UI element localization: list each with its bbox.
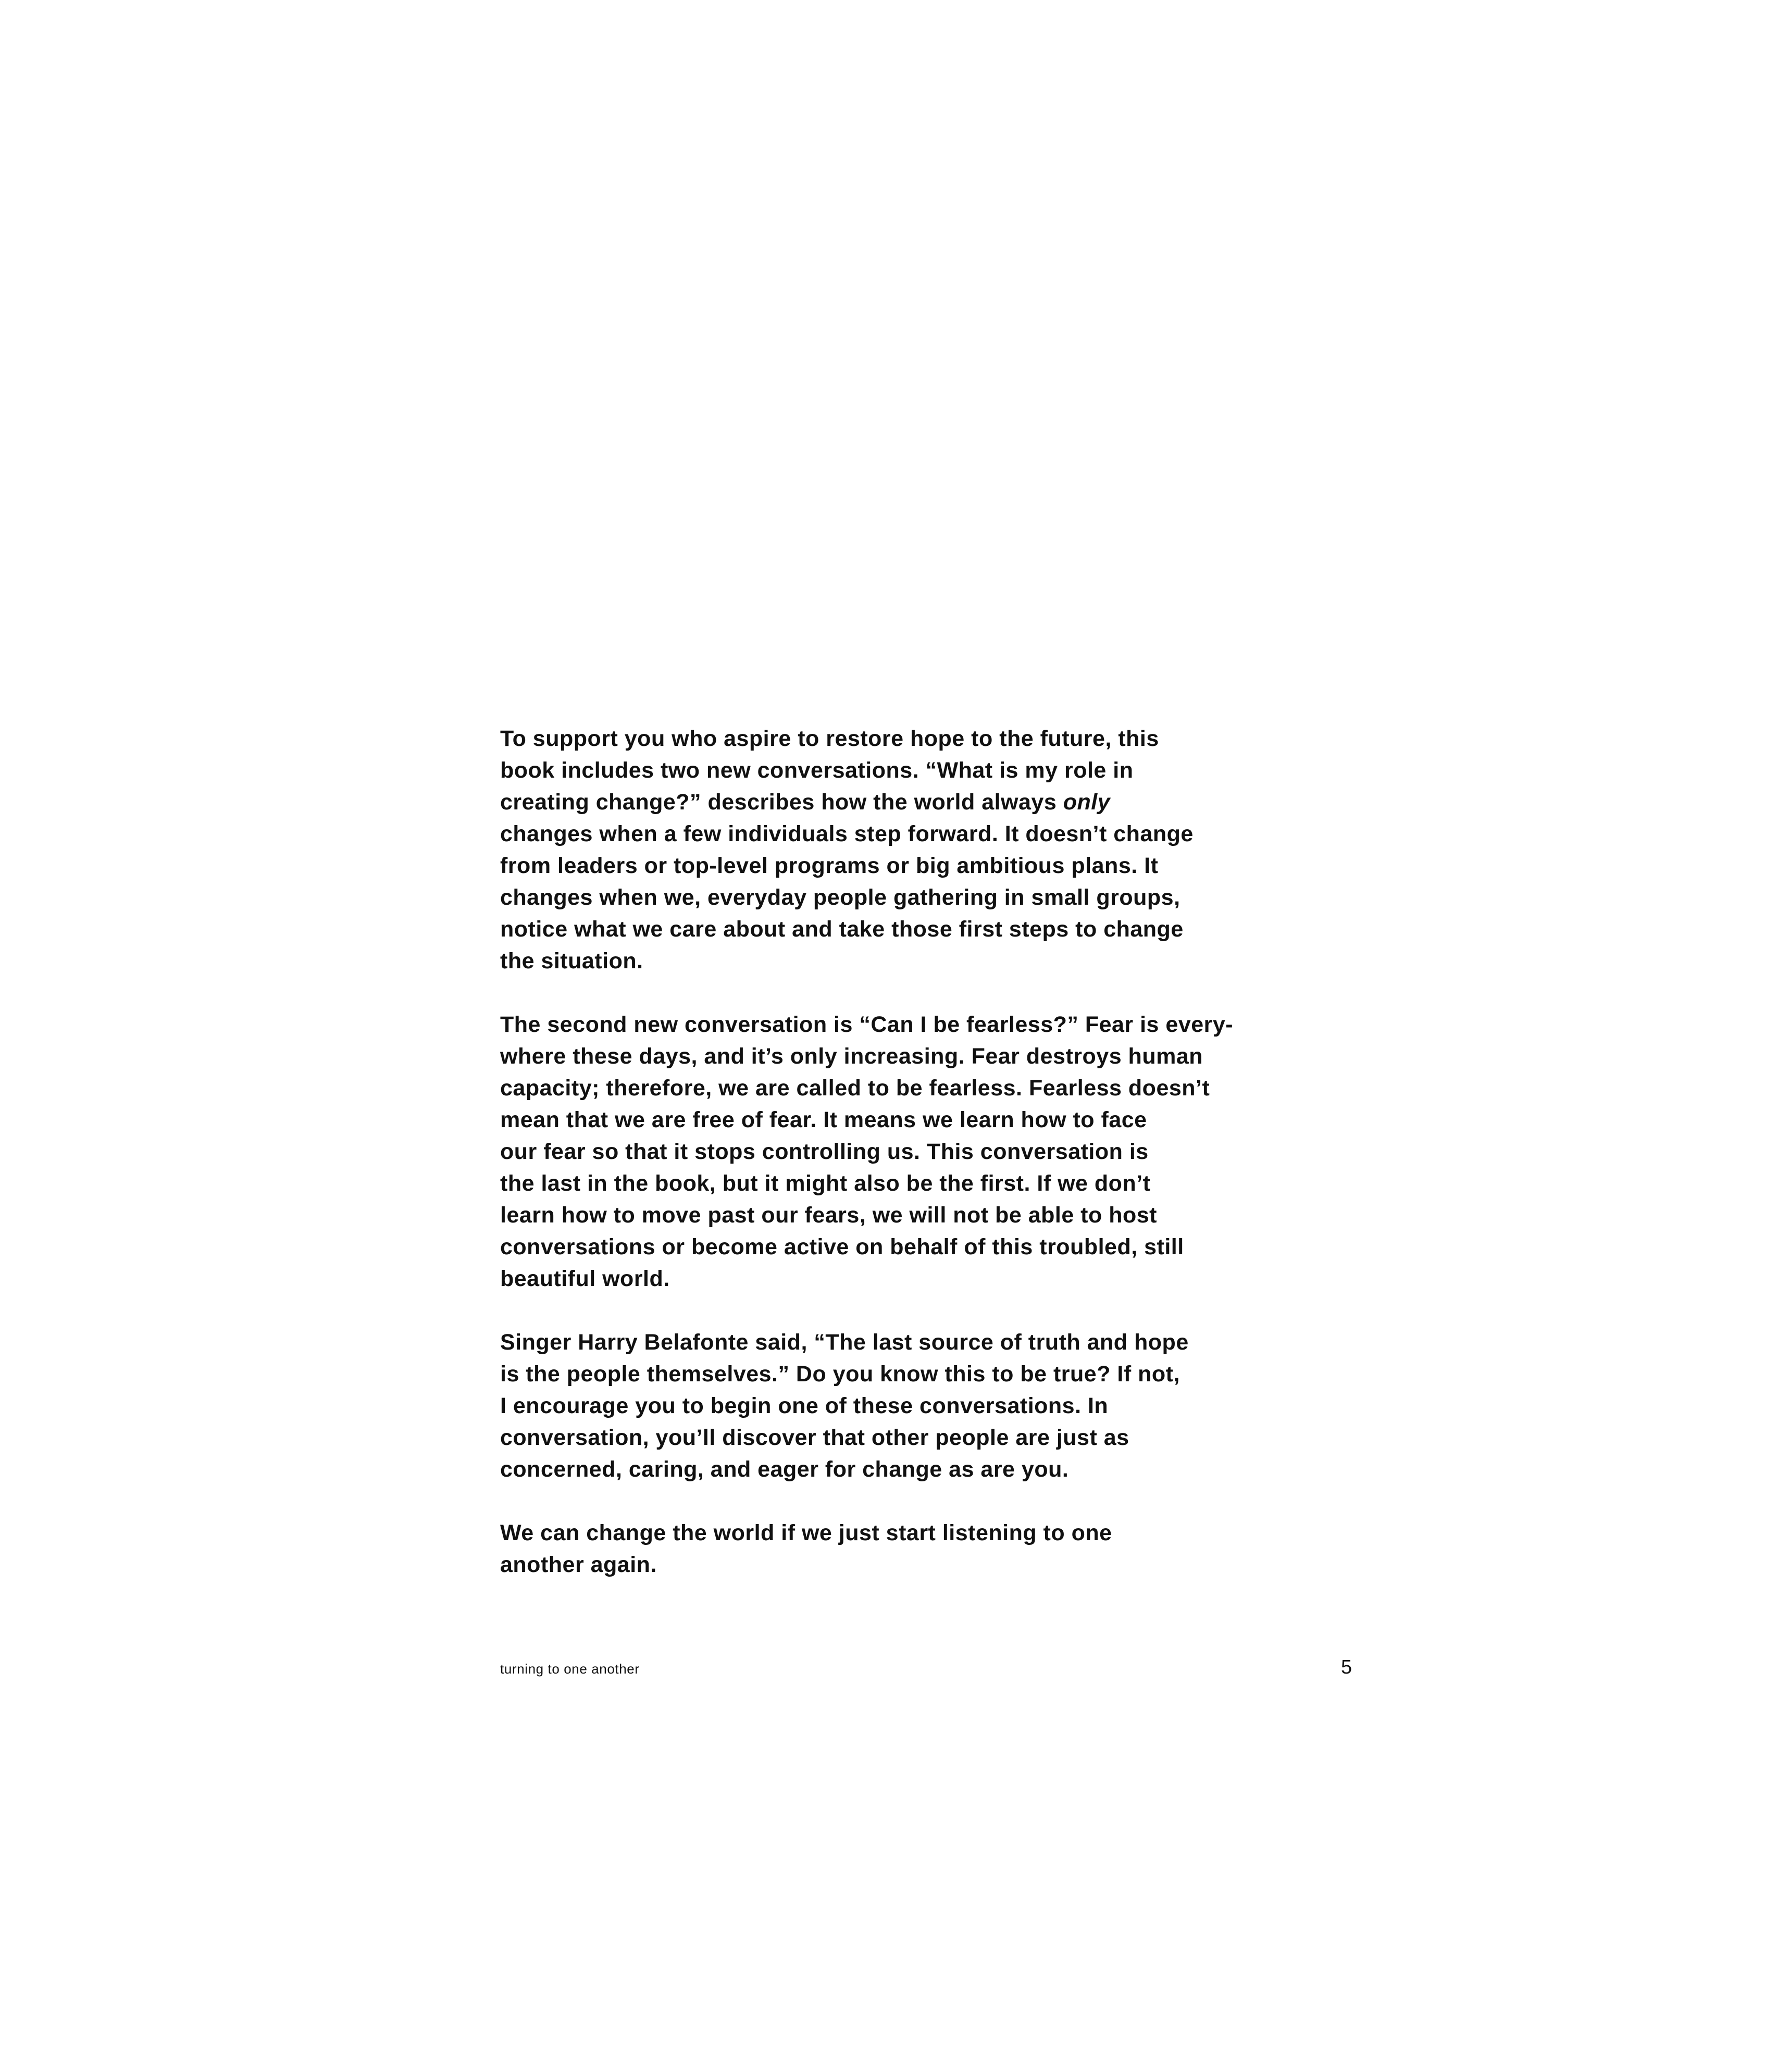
text-line: mean that we are free of fear. It means we learn how to face <box>500 1107 1147 1132</box>
text-line: To support you who aspire to restore hope to the future, this <box>500 726 1159 751</box>
text-line: beautiful world. <box>500 1266 670 1291</box>
text-line: I encourage you to begin one of these conversations. In <box>500 1393 1109 1418</box>
text-line: learn how to move past our fears, we will not be able to host <box>500 1203 1157 1228</box>
text-line: changes when we, everyday people gathering in small groups, <box>500 885 1180 910</box>
text-line: concerned, caring, and eager for change as are you. <box>500 1457 1069 1482</box>
text-line: another again. <box>500 1552 657 1577</box>
text-line: is the people themselves.” Do you know this to be true? If not, <box>500 1362 1180 1387</box>
text-line: our fear so that it stops controlling us. This conversation is <box>500 1139 1149 1164</box>
text-line: conversation, you’ll discover that other people are just as <box>500 1425 1129 1450</box>
page-number: 5 <box>1341 1656 1352 1678</box>
text-line: We can change the world if we just start listening to one <box>500 1520 1112 1545</box>
paragraph-3 <box>500 1327 1229 1486</box>
text-line: capacity; therefore, we are called to be fearless. Fearless doesn’t <box>500 1076 1210 1101</box>
emphasized-word: only <box>1063 790 1111 815</box>
text-line: from leaders or top-level programs or big ambitious plans. It <box>500 853 1159 878</box>
text-line <box>500 787 1229 818</box>
paragraph-1 <box>500 723 1229 977</box>
paragraph-4 <box>500 1517 1229 1581</box>
text-line: changes when a few individuals step forward. It doesn’t change <box>500 821 1194 846</box>
text-line: where these days, and it’s only increasing. Fear destroys human <box>500 1044 1203 1069</box>
running-footer-title: turning to one another <box>500 1661 640 1677</box>
text-line: notice what we care about and take those first steps to change <box>500 917 1184 942</box>
text-line: the last in the book, but it might also be the first. If we don’t <box>500 1171 1151 1196</box>
text-line: Singer Harry Belafonte said, “The last source of truth and hope <box>500 1330 1189 1355</box>
text-line: conversations or become active on behalf of this troubled, still <box>500 1234 1184 1259</box>
paragraph-2 <box>500 1009 1234 1295</box>
text-line: the situation. <box>500 948 643 973</box>
text-line-start: creating change?” describes how the world always <box>500 790 1063 815</box>
body-text <box>500 723 1234 1613</box>
text-line: The second new conversation is “Can I be fearless?” Fear is every- <box>500 1012 1234 1037</box>
text-line: book includes two new conversations. “What is my role in <box>500 758 1134 783</box>
